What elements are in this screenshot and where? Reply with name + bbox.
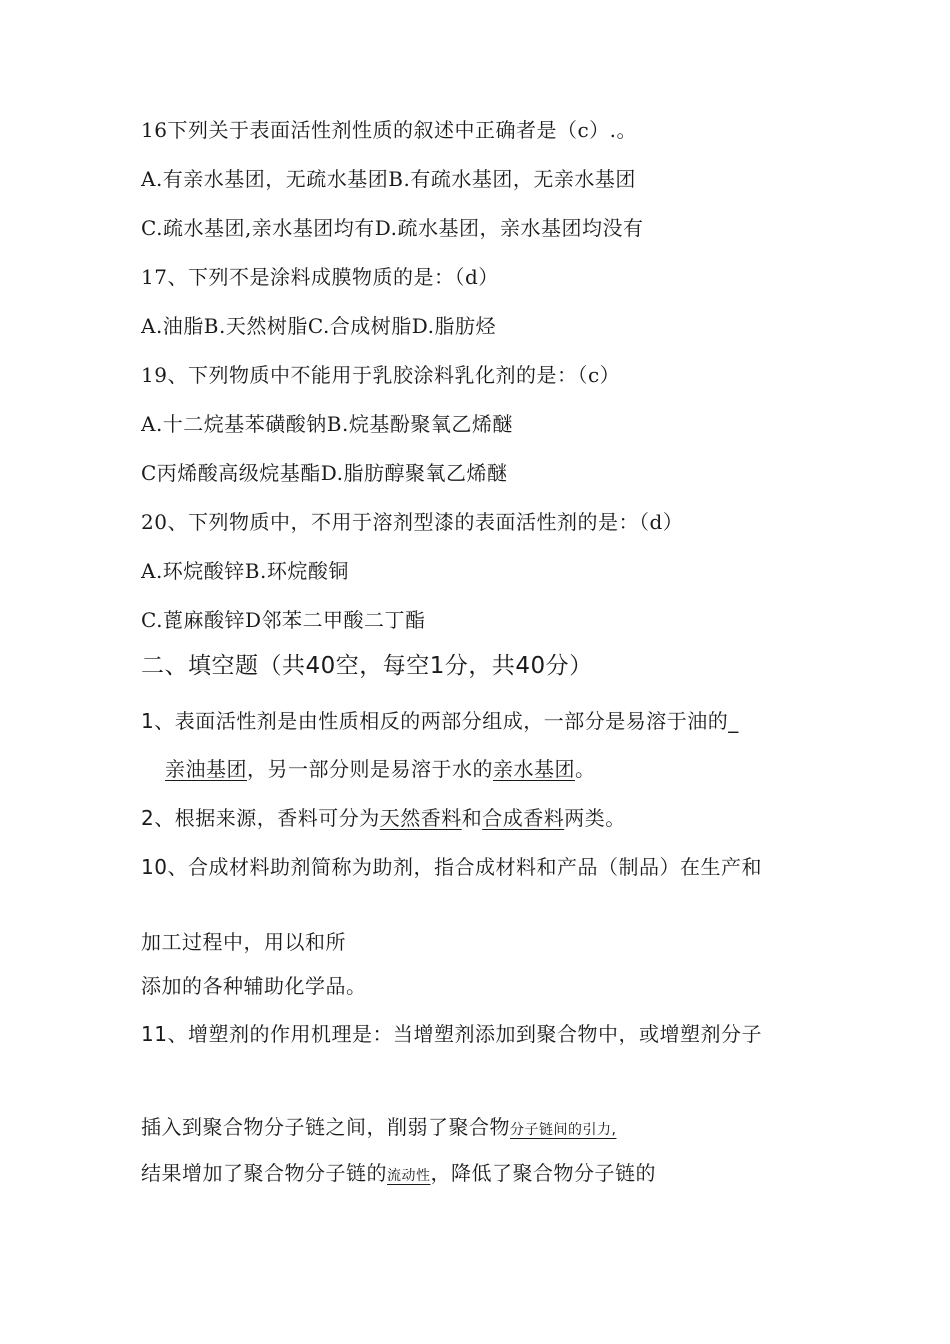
- fill11-answer-attraction: 分子链间的引力,: [510, 1122, 617, 1138]
- fill1-mid: ，另一部分则是易溶于水的: [247, 757, 493, 781]
- fill2-answer-natural: 天然香料: [379, 806, 462, 830]
- q20-options-ab: A.环烷酸锌B.环烷酸铜: [141, 559, 349, 583]
- fill1-answer-water: 亲水基团: [493, 757, 575, 781]
- fill11-line3-post: ，降低了聚合物分子链的: [430, 1161, 656, 1185]
- fill11-answer-fluidity: 流动性: [387, 1168, 431, 1184]
- q19-options-ab: A.十二烷基苯磺酸钠B.烷基酚聚氧乙烯醚: [141, 412, 513, 436]
- fill1-answer-oil: 亲油基团: [165, 757, 247, 781]
- q16-options-cd: C.疏水基团,亲水基团均有D.疏水基团，亲水基团均没有: [141, 216, 644, 240]
- fill2-line: [141, 805, 626, 831]
- q19-options-cd: C丙烯酸高级烷基酯D.脂肪醇聚氧乙烯醚: [141, 461, 508, 485]
- fill10-line3: 添加的各种辅助化学品。: [141, 974, 367, 998]
- fill2-end: 两类。: [564, 806, 626, 830]
- fill2-pre: 2、根据来源，香料可分为: [141, 806, 380, 830]
- fill11-line3-pre: 结果增加了聚合物分子链的: [141, 1161, 387, 1185]
- fill2-mid: 和: [461, 806, 483, 830]
- section2-heading: 二、填空题（共40空，每空1分，共40分）: [141, 653, 593, 679]
- fill1-end: 。: [575, 757, 596, 781]
- q20-options-cd: C.蓖麻酸锌D邻苯二甲酸二丁酯: [141, 608, 426, 632]
- q16-stem: 16下列关于表面活性剂性质的叙述中正确者是（c）.。: [141, 118, 638, 142]
- q16-options-ab: A.有亲水基团，无疏水基团B.有疏水基团，无亲水基团: [141, 167, 636, 191]
- q20-stem: 20、下列物质中，不用于溶剂型漆的表面活性剂的是：（d）: [141, 510, 684, 534]
- fill2-answer-synthetic: 合成香料: [482, 806, 565, 830]
- fill10-line2: 加工过程中，用以和所: [141, 930, 346, 954]
- fill11-line2-text: 插入到聚合物分子链之间，削弱了聚合物: [141, 1115, 510, 1139]
- fill11-line1: 11、增塑剂的作用机理是：当增塑剂添加到聚合物中，或增塑剂分子: [141, 1022, 762, 1046]
- fill10-line1: 10、合成材料助剂简称为助剂，指合成材料和产品（制品）在生产和: [141, 855, 762, 879]
- fill11-line3: [141, 1160, 656, 1189]
- fill11-line2: [141, 1114, 616, 1143]
- q17-stem: 17、下列不是涂料成膜物质的是：（d）: [141, 265, 499, 289]
- q19-stem: 19、下列物质中不能用于乳胶涂料乳化剂的是：（c）: [141, 363, 621, 387]
- fill1-line1: 1、表面活性剂是由性质相反的两部分组成，一部分是易溶于油的_: [141, 709, 739, 733]
- q17-options: A.油脂B.天然树脂C.合成树脂D.脂肪烃: [141, 314, 496, 338]
- fill1-line2: [165, 756, 596, 782]
